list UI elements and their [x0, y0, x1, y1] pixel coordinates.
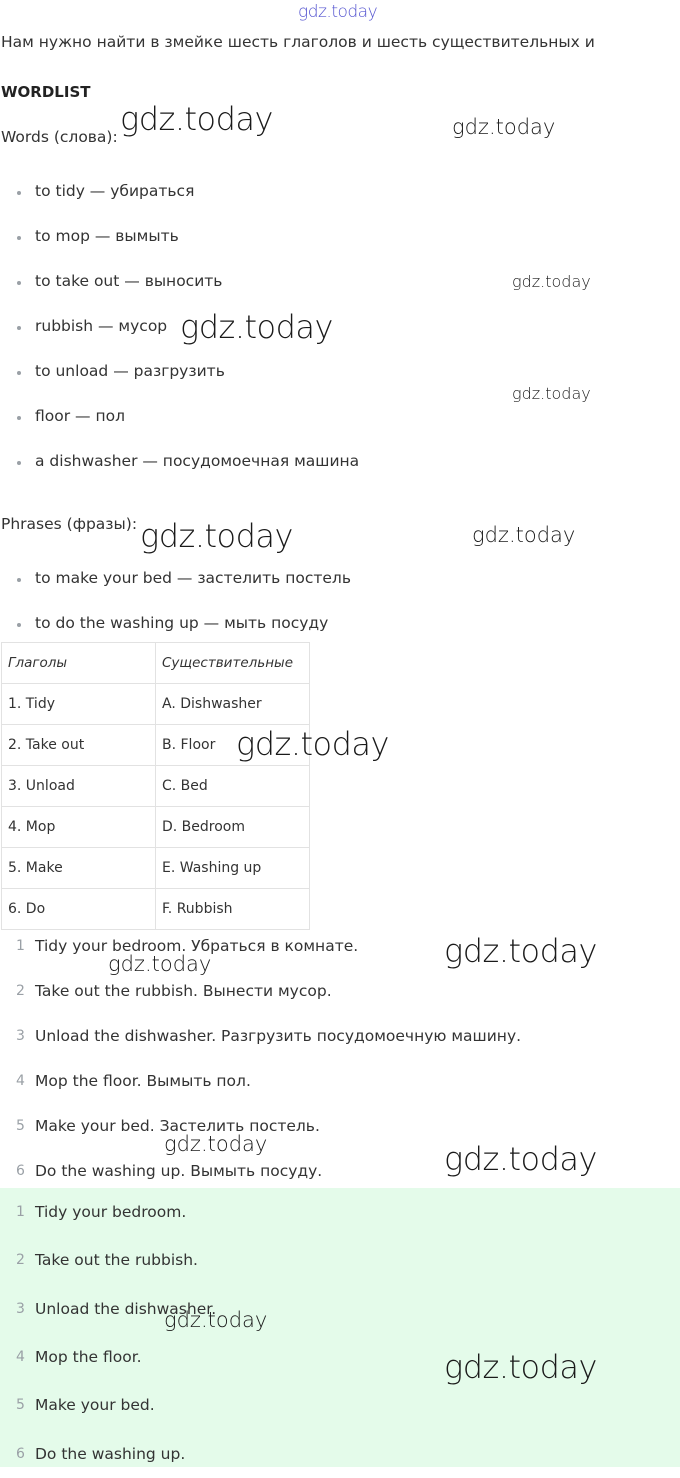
list-item: 6 Do the washing up. — [16, 1444, 186, 1463]
list-item: 3 Unload the dishwasher. Разгрузить посудомоечную машину. — [16, 1026, 522, 1045]
table-row: 5. Make E. Washing up — [2, 848, 310, 889]
list-item: 4 Mop the floor. — [16, 1348, 142, 1367]
table-row: 6. Do F. Rubbish — [2, 889, 310, 930]
list-item: rubbish — мусор — [0, 317, 359, 362]
wordlist-heading: WORDLIST — [1, 83, 91, 101]
words-label: Words (слова): — [1, 128, 118, 146]
bullet-icon — [17, 236, 21, 240]
watermark: gdz.today — [120, 100, 273, 138]
list-item: 3 Unload the dishwasher. — [16, 1299, 217, 1318]
bullet-icon — [17, 281, 21, 285]
matching-table — [1, 642, 310, 930]
list-item: to mop — вымыть — [0, 227, 359, 272]
table-row: 1. Tidy A. Dishwasher — [2, 684, 310, 725]
watermark: gdz.today — [444, 932, 597, 970]
bullet-icon — [17, 623, 21, 627]
list-item: to take out — выносить — [0, 272, 359, 317]
phrases-label: Phrases (фразы): — [1, 515, 138, 533]
watermark: gdz.today — [236, 725, 389, 763]
list-item: 5 Make your bed. Застелить постель. — [16, 1116, 320, 1135]
bullet-icon — [17, 371, 21, 375]
list-item: floor — пол — [0, 407, 359, 452]
bullet-icon — [17, 578, 21, 582]
table-row: 3. Unload C. Bed — [2, 766, 310, 807]
watermark: gdz.today — [180, 308, 333, 346]
watermark: gdz.today — [444, 1140, 597, 1178]
list-item: 1 Tidy your bedroom. — [16, 1203, 187, 1222]
list-item: 2 Take out the rubbish. — [16, 1251, 198, 1270]
watermark: gdz.today — [444, 1348, 597, 1386]
watermark: gdz.today — [472, 523, 576, 547]
list-item: to unload — разгрузить — [0, 362, 359, 407]
list-item: to make your bed — застелить постель — [0, 569, 351, 614]
list-item: to do the washing up — мыть посуду — [0, 614, 351, 659]
list-item: 2 Take out the rubbish. Вынести мусор. — [16, 981, 332, 1000]
list-item: 4 Mop the floor. Вымыть пол. — [16, 1071, 251, 1090]
bullet-icon — [17, 416, 21, 420]
table-row: 4. Mop D. Bedroom — [2, 807, 310, 848]
bullet-icon — [17, 461, 21, 465]
bullet-icon — [17, 326, 21, 330]
watermark-top: gdz.today — [298, 2, 378, 22]
list-item: a dishwasher — посудомоечная машина — [0, 452, 359, 497]
answer-box — [0, 1188, 680, 1467]
table-row: 2. Take out B. Floor — [2, 725, 310, 766]
watermark: gdz.today — [164, 1308, 268, 1332]
intro-text: Нам нужно найти в змейке шесть глаголов и шесть существительных и — [1, 33, 595, 51]
column-header-nouns: Существительные — [156, 643, 310, 684]
list-item: 5 Make your bed. — [16, 1396, 155, 1415]
bullet-icon — [17, 191, 21, 195]
watermark: gdz.today — [452, 115, 556, 139]
list-item: 1 Tidy your bedroom. Убраться в комнате. — [16, 936, 359, 955]
answers-list — [0, 1188, 216, 1478]
column-header-verbs: Глаголы — [2, 643, 156, 684]
list-item: 6 Do the washing up. Вымыть посуду. — [16, 1161, 323, 1180]
list-item: to tidy — убираться — [0, 182, 359, 227]
watermark: gdz.today — [512, 272, 591, 291]
watermark: gdz.today — [140, 517, 293, 555]
table-header-row — [2, 643, 310, 684]
watermark: gdz.today — [108, 952, 212, 976]
watermark: gdz.today — [512, 384, 591, 403]
watermark: gdz.today — [164, 1132, 268, 1156]
